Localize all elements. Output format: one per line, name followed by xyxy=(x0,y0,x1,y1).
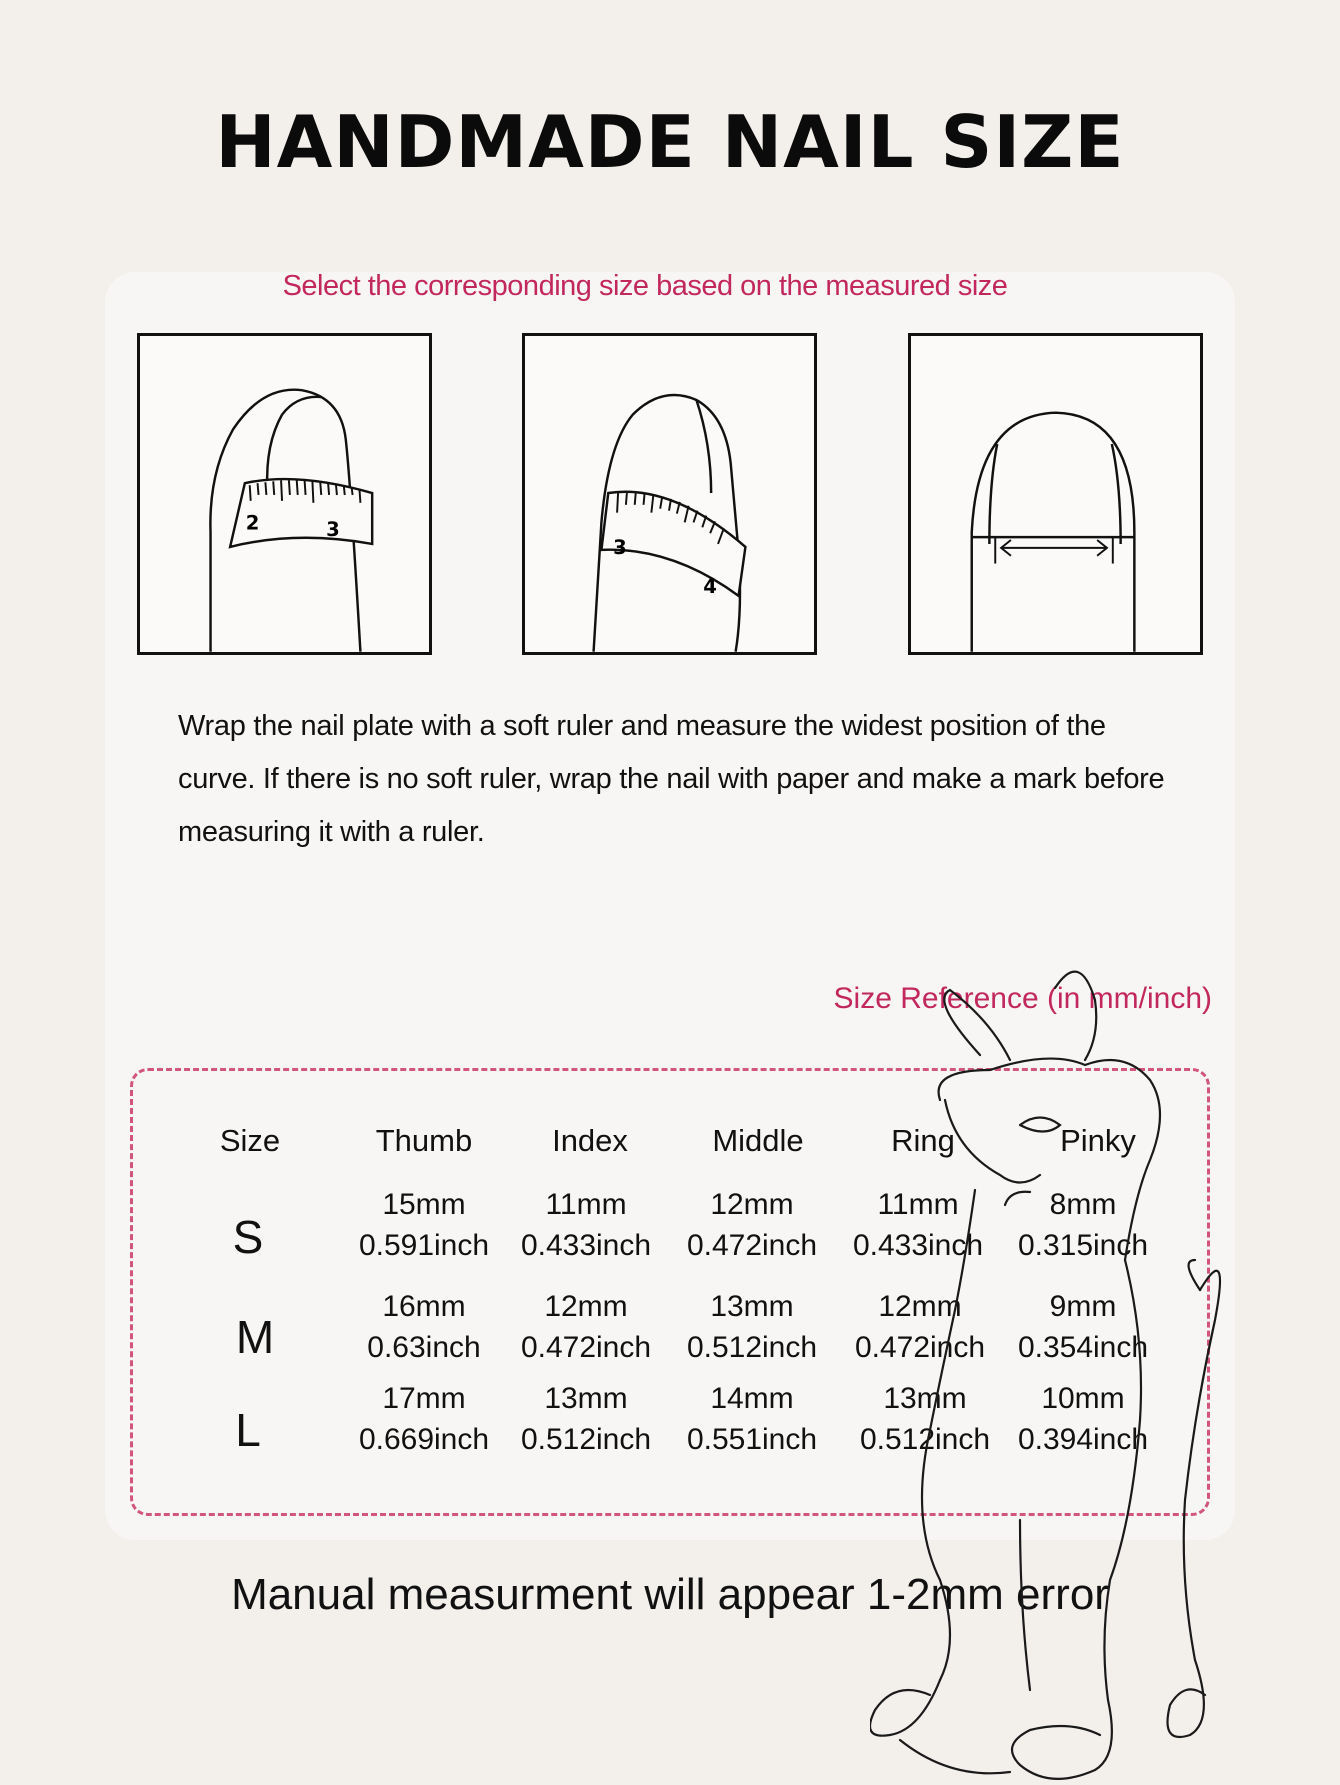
l-thumb-mm: 17mm xyxy=(382,1382,466,1415)
m-pinky-inch: 0.354inch xyxy=(1017,1331,1149,1364)
l-thumb-inch: 0.669inch xyxy=(358,1423,490,1456)
s-ring-inch: 0.433inch xyxy=(852,1229,984,1262)
l-ring-inch: 0.512inch xyxy=(859,1423,991,1456)
m-ring-mm: 12mm xyxy=(878,1290,962,1323)
nail-width-illustration xyxy=(911,336,1200,652)
finger-ruler-diagram xyxy=(522,333,817,655)
ruler-label-3: 3 xyxy=(613,535,627,559)
header-middle: Middle xyxy=(712,1123,804,1158)
s-ring-mm: 11mm xyxy=(877,1188,959,1221)
s-index-inch: 0.433inch xyxy=(520,1229,652,1262)
size-m: M xyxy=(235,1311,275,1363)
s-middle-mm: 12mm xyxy=(710,1188,794,1221)
l-pinky-mm: 10mm xyxy=(1041,1382,1125,1415)
m-thumb-mm: 16mm xyxy=(382,1290,466,1323)
ruler-label-2: 2 xyxy=(245,511,260,535)
size-l: L xyxy=(235,1404,261,1456)
s-thumb-inch: 0.591inch xyxy=(358,1229,490,1262)
header-pinky: Pinky xyxy=(1060,1123,1136,1158)
s-index-mm: 11mm xyxy=(545,1188,627,1221)
width-arrow-icon xyxy=(995,538,1113,563)
error-note: Manual measurment will appear 1-2mm error xyxy=(231,1570,1109,1619)
s-pinky-inch: 0.315inch xyxy=(1017,1229,1149,1262)
l-middle-mm: 14mm xyxy=(710,1382,794,1415)
m-index-mm: 12mm xyxy=(544,1290,628,1323)
l-pinky-inch: 0.394inch xyxy=(1017,1423,1149,1456)
s-middle-inch: 0.472inch xyxy=(686,1229,818,1262)
l-index-inch: 0.512inch xyxy=(520,1423,652,1456)
l-middle-inch: 0.551inch xyxy=(686,1423,818,1456)
header-size: Size xyxy=(219,1123,281,1158)
thumb-ruler-diagram xyxy=(137,333,432,655)
m-middle-inch: 0.512inch xyxy=(686,1331,818,1364)
measurement-description: Wrap the nail plate with a soft ruler and measure the widest position of the curve. If there is no soft ruler, wrap the nail with paper and make a mark before measuring it with a ruler. xyxy=(178,710,1165,848)
ruler-label-4: 4 xyxy=(703,574,717,598)
instruction-text: Select the corresponding size based on the measured size xyxy=(282,270,1008,302)
page-title: HANDMADE NAIL SIZE xyxy=(215,100,1125,184)
nail-width-diagram xyxy=(908,333,1203,655)
m-pinky-mm: 9mm xyxy=(1049,1290,1117,1323)
size-s: S xyxy=(232,1211,264,1263)
m-ring-inch: 0.472inch xyxy=(854,1331,986,1364)
m-index-inch: 0.472inch xyxy=(520,1331,652,1364)
m-middle-mm: 13mm xyxy=(710,1290,794,1323)
finger-ruler-illustration xyxy=(525,336,814,652)
s-thumb-mm: 15mm xyxy=(382,1188,466,1221)
l-ring-mm: 13mm xyxy=(883,1382,967,1415)
m-thumb-inch: 0.63inch xyxy=(367,1331,481,1364)
s-pinky-mm: 8mm xyxy=(1049,1188,1117,1221)
header-thumb: Thumb xyxy=(375,1123,473,1158)
header-ring: Ring xyxy=(891,1123,955,1158)
header-index: Index xyxy=(552,1123,628,1158)
l-index-mm: 13mm xyxy=(544,1382,628,1415)
thumb-ruler-illustration xyxy=(140,336,429,652)
size-reference-label: Size Reference (in mm/inch) xyxy=(833,982,1212,1015)
ruler-label-3: 3 xyxy=(326,518,340,542)
